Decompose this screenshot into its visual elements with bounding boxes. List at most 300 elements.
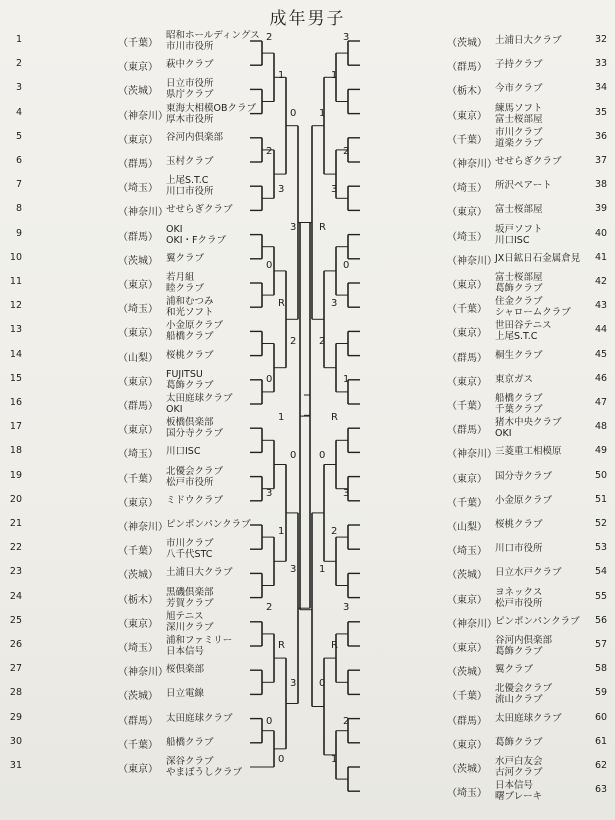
entry-number: 44 [595, 324, 608, 336]
bracket-entry [6, 30, 260, 52]
club-name [166, 350, 254, 361]
prefecture: （千葉） [118, 739, 158, 751]
prefecture: （群馬） [118, 231, 158, 243]
prefecture: （群馬） [447, 352, 487, 364]
prefecture: （東京） [118, 280, 158, 291]
entry-number: 41 [595, 251, 608, 263]
club-line: 曙ブレーキ [495, 791, 543, 803]
bracket-entry [355, 417, 611, 439]
match-score: 0 [266, 260, 273, 271]
prefecture: （茨城） [447, 38, 487, 49]
prefecture: （埼玉） [447, 183, 487, 195]
entry-number: 47 [595, 397, 608, 408]
club-name [166, 756, 254, 778]
bracket-entry [355, 78, 611, 100]
entry-number: 52 [595, 518, 608, 529]
bracket-entry [355, 54, 611, 76]
prefecture: （神奈川） [447, 255, 497, 267]
entry-number: 33 [595, 58, 608, 70]
bracket-entry [355, 345, 611, 367]
prefecture: （山梨） [447, 522, 487, 533]
prefecture: （東京） [118, 376, 158, 388]
entry-number: 8 [15, 203, 22, 215]
entry-number: 60 [595, 711, 608, 723]
club-line: 北優会クラブ [166, 465, 224, 477]
match-score: 2 [343, 716, 350, 727]
match-score: 0 [319, 450, 326, 461]
bracket-entry [355, 127, 611, 149]
club-name [495, 35, 590, 46]
bracket-entry [355, 514, 611, 536]
bracket-entry [6, 296, 256, 318]
match-score: 2 [266, 146, 273, 157]
entry-number: 6 [15, 155, 22, 166]
prefecture: （千葉） [118, 546, 158, 558]
bracket-entry [355, 175, 611, 197]
entry-number: 7 [15, 179, 22, 191]
entry-number: 31 [9, 760, 22, 771]
entry-number: 62 [595, 760, 608, 771]
bracket-entry [6, 708, 256, 730]
bracket-entry [355, 151, 611, 173]
club-name [166, 466, 254, 488]
entry-number: 10 [9, 251, 22, 263]
prefecture: （東京） [118, 62, 158, 74]
entry-number: 5 [15, 130, 22, 142]
entry-number: 24 [9, 590, 22, 602]
club-name [495, 204, 590, 215]
bracket-entry [6, 466, 256, 488]
bracket-entry [355, 611, 611, 633]
club-line: 深谷クラブ [166, 756, 214, 767]
club-name [166, 567, 254, 578]
prefecture: （千葉） [447, 401, 487, 412]
club-name [166, 538, 254, 560]
club-name [166, 664, 254, 675]
match-score: R [319, 222, 326, 233]
club-name [166, 611, 254, 633]
entry-number: 20 [9, 493, 22, 505]
club-line: 川口ISC [495, 234, 530, 246]
match-score: R [331, 412, 338, 423]
club-name [495, 587, 590, 609]
entry-number: 25 [9, 614, 22, 626]
entry-number: 57 [595, 639, 608, 650]
club-line: 旭テニス [166, 610, 204, 622]
club-line: 和光ソフト [166, 307, 214, 319]
club-name [495, 567, 590, 578]
prefecture: （茨城） [447, 570, 487, 582]
club-line: 谷河内倶楽部 [495, 635, 553, 646]
prefecture: （神奈川） [447, 618, 497, 630]
club-name [166, 253, 254, 264]
club-line: 船橋クラブ [166, 736, 214, 748]
club-line: 浦和むつみ [166, 296, 214, 308]
club-line: せせらぎクラブ [166, 204, 233, 216]
club-line: 日立市役所 [166, 78, 214, 90]
prefecture: （埼玉） [118, 643, 158, 654]
entry-number: 32 [595, 34, 608, 45]
prefecture: （埼玉） [118, 449, 158, 461]
bracket-entry [355, 683, 611, 705]
club-line: 日立電線 [166, 688, 205, 700]
club-line: 桜桃クラブ [166, 349, 214, 361]
club-name [166, 132, 254, 143]
club-line: ミドウクラブ [166, 494, 224, 506]
bracket-entry [355, 248, 611, 270]
club-line: 上尾S.T.C [495, 331, 538, 343]
bracket-entry [355, 466, 611, 488]
entry-number: 39 [595, 203, 608, 215]
club-name [495, 471, 590, 482]
club-line: せせらぎクラブ [495, 156, 562, 167]
club-line: 玉村クラブ [166, 156, 214, 167]
bracket-entry [355, 635, 611, 657]
prefecture: （東京） [447, 376, 487, 388]
entry-number: 14 [9, 348, 22, 360]
club-name [166, 737, 254, 748]
bracket-entry [6, 248, 256, 270]
prefecture: （埼玉） [447, 231, 487, 243]
club-line: 葛飾クラブ [495, 646, 543, 657]
entry-number: 3 [15, 82, 22, 94]
prefecture: （茨城） [118, 255, 158, 267]
entry-number: 55 [595, 590, 608, 602]
prefecture: （茨城） [447, 667, 487, 679]
club-line: JX日鉱日石金属倉見 [495, 252, 581, 264]
bracket-entry [6, 441, 256, 463]
prefecture: （群馬） [447, 715, 487, 727]
match-score: 1 [278, 70, 285, 81]
entry-number: 15 [9, 372, 22, 384]
club-line: FUJITSU [166, 368, 203, 380]
club-name [495, 737, 590, 748]
club-line: 葛飾クラブ [495, 736, 543, 748]
bracket-entry [6, 611, 256, 633]
club-line: 古河クラブ [495, 767, 543, 778]
bracket-entry [6, 224, 256, 246]
club-name [166, 156, 254, 167]
bracket-entry [6, 103, 256, 125]
club-line: 翼クラブ [166, 252, 205, 264]
bracket-entry [6, 635, 256, 657]
club-name [495, 296, 590, 318]
bracket-entry [355, 296, 611, 318]
entry-number: 27 [9, 663, 22, 675]
bracket-entry [6, 127, 256, 149]
club-name [495, 59, 590, 70]
match-score: 1 [278, 526, 285, 537]
club-name [495, 127, 590, 149]
club-name [166, 320, 254, 342]
prefecture: （千葉） [447, 691, 487, 703]
club-name [166, 688, 254, 699]
entry-number: 2 [15, 58, 22, 70]
entry-number: 46 [595, 372, 608, 384]
club-line: 東海大相模OBクラブ [166, 102, 256, 114]
club-line: 国分寺クラブ [166, 428, 224, 440]
match-score: 2 [319, 336, 326, 347]
match-score: 1 [319, 564, 326, 575]
bracket-entry [6, 78, 256, 100]
prefecture: （茨城） [447, 764, 487, 775]
club-line: 国分寺クラブ [495, 470, 553, 482]
prefecture: （千葉） [447, 497, 487, 509]
bracket-entry [6, 175, 256, 197]
prefecture: （東京） [447, 280, 487, 291]
entry-number: 58 [595, 663, 608, 675]
club-name [495, 446, 590, 457]
prefecture: （茨城） [118, 691, 158, 703]
bracket-entry [6, 659, 256, 681]
club-name [495, 272, 590, 294]
club-line: 太田庭球クラブ [166, 712, 233, 724]
bracket-entry [355, 538, 611, 560]
club-line: OKI・Fクラブ [166, 234, 226, 246]
bracket-entry [355, 103, 611, 125]
club-line: やまぼうしクラブ [166, 767, 243, 778]
entry-number: 61 [595, 735, 608, 747]
prefecture: （千葉） [447, 304, 487, 316]
club-line: 日立水戸クラブ [495, 567, 562, 579]
prefecture: （埼玉） [118, 304, 158, 316]
club-line: 市川市役所 [166, 41, 214, 52]
club-line: 道楽クラブ [495, 137, 543, 149]
bracket-entry [6, 756, 256, 778]
entry-number: 36 [595, 130, 608, 142]
match-score: 2 [266, 32, 273, 43]
club-line: 日本信号 [495, 780, 534, 792]
entry-number: 17 [9, 421, 22, 433]
prefecture: （埼玉） [447, 546, 487, 558]
prefecture: （群馬） [447, 62, 487, 74]
entry-number: 43 [595, 300, 608, 312]
entry-number: 22 [9, 542, 22, 554]
match-score: R [331, 640, 338, 651]
club-name [495, 664, 590, 675]
match-score: 3 [290, 222, 297, 233]
club-line: 子持クラブ [495, 59, 543, 71]
entry-number: 13 [9, 324, 22, 336]
match-score: 0 [266, 374, 273, 385]
club-line: 富士桜部屋 [495, 272, 543, 283]
match-score: 0 [319, 678, 326, 689]
club-line: 太田庭球クラブ [495, 712, 562, 724]
club-name [495, 756, 590, 778]
club-name [166, 713, 254, 724]
club-name [166, 587, 254, 609]
bracket-entry [6, 369, 256, 391]
match-score: 3 [290, 678, 297, 689]
club-line: 上尾S.T.C [166, 175, 209, 187]
match-score: 0 [343, 260, 350, 271]
club-line: ピンポンパンクラブ [166, 519, 251, 530]
entry-number: 18 [9, 445, 22, 457]
entry-number: 9 [15, 227, 22, 239]
club-name [495, 683, 590, 705]
bracket-entry [355, 224, 611, 246]
entry-number: 26 [9, 639, 22, 650]
prefecture: （神奈川） [118, 667, 168, 679]
club-line: 練馬ソフト [495, 102, 543, 114]
match-score: 0 [290, 450, 297, 461]
entry-number: 49 [595, 445, 608, 457]
club-line: 葛飾クラブ [166, 379, 214, 391]
bracket-entry [6, 151, 256, 173]
club-name [495, 83, 590, 94]
bracket-entry [355, 272, 611, 294]
entry-number: 45 [595, 348, 608, 360]
club-line: 桜倶楽部 [166, 664, 205, 676]
page-title: 成年男子 [269, 9, 346, 29]
prefecture: （東京） [447, 594, 487, 606]
club-name [495, 320, 590, 342]
club-name [166, 296, 254, 318]
club-line: 土浦日大クラブ [166, 567, 233, 579]
match-score: 2 [290, 336, 297, 347]
entry-number: 53 [595, 542, 608, 554]
bracket-entry [6, 514, 256, 536]
club-line: 川口市役所 [495, 543, 543, 555]
match-score: 0 [266, 716, 273, 727]
club-line: 小金原クラブ [166, 320, 224, 332]
bracket-entry [6, 272, 256, 294]
entry-number: 48 [595, 421, 608, 433]
bracket-entry [6, 199, 256, 221]
club-line: OKI [495, 428, 512, 440]
club-line: 所沢ペアート [495, 180, 552, 192]
entry-number: 56 [595, 614, 608, 626]
club-line: 黒磯倶楽部 [166, 586, 214, 598]
club-name [495, 350, 590, 361]
club-line: 富士桜部屋 [495, 113, 543, 125]
match-score: 3 [331, 184, 338, 195]
prefecture: （東京） [447, 328, 487, 340]
prefecture: （群馬） [118, 159, 158, 170]
bracket-entry [355, 490, 611, 512]
club-line: 昭和ホールディングス [166, 30, 260, 41]
match-score: 2 [266, 602, 273, 613]
bracket-entry [355, 587, 611, 609]
club-name [495, 616, 590, 627]
entry-number: 50 [595, 469, 608, 481]
club-line: 土浦日大クラブ [495, 35, 562, 46]
match-score: 1 [319, 108, 326, 119]
club-name [166, 103, 254, 125]
club-name [166, 59, 254, 70]
club-line: 千葉クラブ [495, 404, 543, 415]
prefecture: （千葉） [118, 38, 158, 49]
bracket-entry [355, 562, 611, 584]
prefecture: （東京） [447, 207, 487, 219]
club-name [166, 417, 254, 439]
prefecture: （東京） [118, 425, 158, 437]
club-line: 小金原クラブ [495, 494, 553, 506]
prefecture: （栃木） [447, 86, 487, 98]
club-line: 若月組 [166, 272, 195, 283]
club-line: 松戸市役所 [495, 597, 543, 609]
club-line: 萩中クラブ [166, 59, 214, 71]
entry-number: 40 [595, 227, 608, 239]
entry-number: 28 [9, 687, 22, 699]
club-name [495, 713, 590, 724]
entry-number: 29 [9, 711, 22, 723]
entry-number: 23 [9, 566, 22, 578]
match-score: 3 [343, 488, 350, 499]
club-name [495, 519, 590, 530]
bracket-entry [6, 345, 256, 367]
club-line: 市川クラブ [495, 126, 543, 138]
entry-number: 59 [595, 687, 608, 699]
club-line: シャロームクラブ [495, 307, 571, 319]
match-score: 2 [331, 526, 338, 537]
club-line: 川口市役所 [166, 186, 214, 198]
entry-number: 42 [595, 276, 608, 287]
entry-number: 54 [595, 566, 608, 578]
club-name [495, 543, 590, 554]
prefecture: （群馬） [118, 715, 158, 727]
prefecture: （群馬） [118, 401, 158, 412]
club-line: 坂戸ソフト [495, 223, 543, 235]
bracket-entry [6, 393, 256, 415]
club-name [495, 374, 590, 385]
club-name [166, 175, 254, 197]
prefecture: （山梨） [118, 352, 158, 364]
entry-number: 51 [595, 493, 608, 505]
bracket-entry [6, 490, 256, 512]
prefecture: （埼玉） [447, 788, 487, 800]
prefecture: （東京） [447, 643, 487, 654]
bracket-entry [6, 54, 256, 76]
club-line: 浦和ファミリー [166, 635, 233, 646]
club-line: 市川クラブ [166, 538, 214, 550]
match-score: 0 [290, 108, 297, 119]
entry-number: 38 [595, 179, 608, 191]
club-name [166, 369, 254, 391]
entry-number: 1 [15, 34, 22, 45]
bracket-entry [355, 659, 611, 681]
club-line: 北優会クラブ [495, 683, 553, 695]
prefecture: （東京） [447, 110, 487, 122]
match-score: R [278, 298, 285, 309]
prefecture: （東京） [118, 764, 158, 775]
bracket-entry [6, 538, 256, 560]
bracket-entry [355, 369, 611, 391]
match-score: 3 [343, 32, 350, 43]
club-name [495, 253, 590, 264]
prefecture: （東京） [447, 473, 487, 485]
prefecture: （千葉） [118, 473, 158, 485]
club-line: 住金クラブ [495, 296, 543, 308]
club-name [166, 519, 254, 530]
entry-number: 21 [9, 518, 22, 529]
prefecture: （埼玉） [118, 183, 158, 195]
bracket-entry [6, 562, 256, 584]
club-name [166, 30, 260, 52]
club-name [495, 635, 590, 657]
club-line: 八千代STC [166, 549, 213, 561]
entry-number: 11 [9, 276, 22, 287]
bracket-entry [6, 417, 256, 439]
match-score: 3 [266, 488, 273, 499]
bracket-entry [6, 320, 256, 342]
entry-number: 16 [9, 397, 22, 408]
club-line: 東京ガス [495, 373, 534, 385]
bracket-entry [355, 393, 611, 415]
bracket-entry [6, 683, 256, 705]
club-line: 世田谷テニス [495, 320, 552, 332]
club-line: 県庁クラブ [166, 89, 214, 101]
